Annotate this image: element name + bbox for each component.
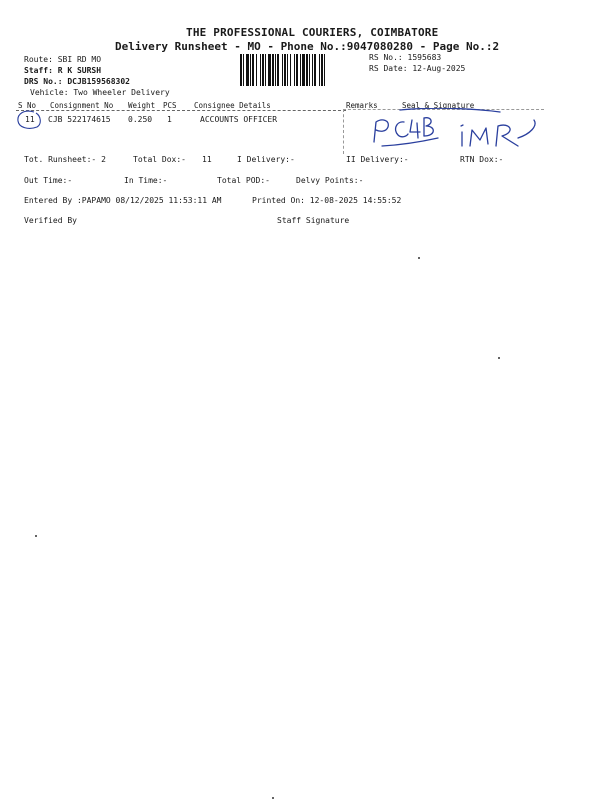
delvy-points: Delvy Points:- [296, 176, 364, 185]
in-time: In Time:- [124, 176, 168, 185]
row-pcs: 1 [167, 115, 172, 124]
barcode-bar [284, 54, 286, 86]
barcode-bar [300, 54, 301, 86]
handwritten-signature [360, 108, 550, 152]
printed-on: Printed On: 12-08-2025 14:55:52 [252, 196, 402, 205]
col-header-remarks: Remarks [346, 101, 378, 110]
col-header-sno: S No [18, 101, 37, 110]
barcode-bar [314, 54, 316, 86]
col-header-consignee: Consignee Details [194, 101, 271, 110]
col-header-seal-signature: Seal & Signature [402, 101, 475, 110]
out-time: Out Time:- [24, 176, 73, 185]
staff-signature-label: Staff Signature [277, 216, 350, 225]
barcode-bar [306, 54, 308, 86]
header-divider [16, 110, 346, 111]
barcode-bar [275, 54, 276, 86]
col-header-consignment: Consignment No [50, 101, 114, 110]
runsheet-subtitle: Delivery Runsheet - MO - Phone No.:9047080280 - Page No.:2 [115, 40, 500, 53]
barcode-bar [240, 54, 242, 86]
row-sno: 11 [25, 115, 35, 124]
ii-delivery: II Delivery:- [346, 155, 409, 164]
barcode-bar [265, 54, 266, 86]
i-delivery: I Delivery:- [237, 155, 295, 164]
drs-number: DRS No.: DCJB159568302 [24, 77, 130, 86]
barcode-bar [256, 54, 257, 86]
route-info: Route: SBI RD MO [24, 55, 102, 64]
col-header-weight: Weight [128, 101, 156, 110]
barcode-bar [290, 54, 291, 86]
rs-number: RS No.: 1595683 [369, 53, 442, 62]
company-title: THE PROFESSIONAL COURIERS, COIMBATORE [186, 26, 439, 39]
row-consignment: CJB 522174615 [48, 115, 111, 124]
vehicle-info: Vehicle: Two Wheeler Delivery [30, 88, 170, 97]
col-header-pcs: PCS [163, 101, 177, 110]
staff-info: Staff: R K SURSH [24, 66, 102, 75]
row-consignee: ACCOUNTS OFFICER [200, 115, 278, 124]
scan-speck [418, 257, 420, 259]
barcode-bar [277, 54, 279, 86]
barcode-bar [319, 54, 320, 86]
barcode-bar [309, 54, 310, 86]
scan-speck [35, 535, 37, 537]
barcode-bar [287, 54, 288, 86]
barcode-bar [262, 54, 264, 86]
total-dox-value: 11 [202, 155, 212, 164]
row-weight: 0.250 [128, 115, 153, 124]
barcode-bar [250, 54, 251, 86]
barcode-bar [312, 54, 313, 86]
barcode-bar [260, 54, 261, 86]
barcode-bar [324, 54, 325, 86]
barcode-bar [321, 54, 323, 86]
barcode-bar [252, 54, 254, 86]
entered-by: Entered By :PAPAMO 08/12/2025 11:53:11 AM [24, 196, 222, 205]
scan-speck [272, 797, 274, 799]
total-dox-label: Total Dox:- [133, 155, 186, 164]
barcode [240, 54, 366, 86]
scan-speck [498, 357, 500, 359]
barcode-bar [296, 54, 298, 86]
barcode-bar [268, 54, 271, 86]
total-pod: Total POD:- [217, 176, 270, 185]
barcode-bar [282, 54, 283, 86]
barcode-bar [243, 54, 244, 86]
barcode-bar [302, 54, 305, 86]
barcode-bar [272, 54, 274, 86]
rs-date: RS Date: 12-Aug-2025 [369, 64, 466, 73]
verified-by: Verified By [24, 216, 77, 225]
tot-runsheet: Tot. Runsheet:- 2 [24, 155, 106, 164]
handwritten-circle-mark [14, 108, 44, 132]
barcode-bar [246, 54, 249, 86]
barcode-bar [294, 54, 295, 86]
rtn-dox: RTN Dox:- [460, 155, 504, 164]
